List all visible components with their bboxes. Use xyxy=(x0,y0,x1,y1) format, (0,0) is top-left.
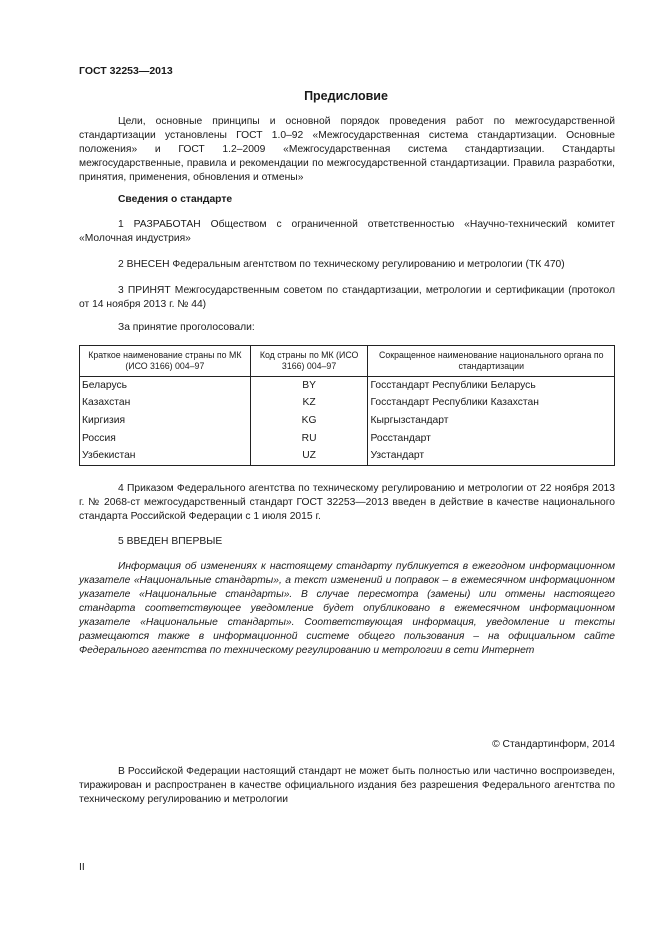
document-code: ГОСТ 32253—2013 xyxy=(79,65,173,77)
copyright: © Стандартинформ, 2014 xyxy=(492,739,615,750)
table-row xyxy=(80,395,615,413)
code-cell: UZ xyxy=(250,447,368,465)
country-cell: Казахстан xyxy=(80,395,251,413)
info-item-5: 5 ВВЕДЕН ВПЕРВЫЕ xyxy=(118,536,223,547)
info-item-3: 3 ПРИНЯТ Межгосударственным советом по стандартизации, метрологии и сертификации (протокол от 14 ноября 2013 г. № 44) xyxy=(79,285,615,310)
changes-notice: Информация об изменениях к настоящему стандарту публикуется в ежегодном информационном указателе «Национальные стандарты», а текст изменений и поправок – в ежемесячном информационном указателе «Национальные стандарты». В случае пересмотра (замены) или отмены настоящего стандарта соответствующее уведомление будет опубликовано в ежемесячном информационном указателе «Национальные стандарты». Соответствующая информация, уведомление и тексты размещаются также в информационной системе общего пользования – на официальном сайте Федерального агентства по техническому регулированию и метрологии в сети Интернет xyxy=(79,561,615,656)
info-item-2: 2 ВНЕСЕН Федеральным агентством по техническому регулированию и метрологии (ТК 470) xyxy=(118,259,565,270)
body-cell: Кыргызстандарт xyxy=(368,412,615,430)
table-row xyxy=(80,447,615,465)
info-item-1: 1 РАЗРАБОТАН Обществом с ограниченной ответственностью «Научно-технический комитет «Молочная индустрия» xyxy=(79,219,615,244)
header-country: Краткое наименование страны по МК (ИСО 3166) 004–97 xyxy=(80,346,251,377)
table-row xyxy=(80,377,615,395)
body-cell: Госстандарт Республики Казахстан xyxy=(368,395,615,413)
country-cell: Киргизия xyxy=(80,412,251,430)
header-code: Код страны по МК (ИСО 3166) 004–97 xyxy=(250,346,368,377)
country-cell: Беларусь xyxy=(80,377,251,395)
section-heading: Сведения о стандарте xyxy=(118,194,233,205)
code-cell: KG xyxy=(250,412,368,430)
body-cell: Узстандарт xyxy=(368,447,615,465)
header-body: Сокращенное наименование национального органа по стандартизации xyxy=(368,346,615,377)
intro-paragraph: Цели, основные принципы и основной порядок проведения работ по межгосударственной стандартизации установлены ГОСТ 1.0–92 «Межгосударственная система стандартизации. Основные положения» и ГОСТ 1.2–2009 «Межгосударственная система стандартизации. Стандарты межгосударственные, правила и рекомендации по межгосударственной стандартизации. Правила разработки, принятия, применения, обновления и отмены» xyxy=(79,116,615,183)
table-header-row xyxy=(80,346,615,377)
table-row xyxy=(80,430,615,448)
country-cell: Узбекистан xyxy=(80,447,251,465)
countries-table xyxy=(79,345,615,466)
code-cell: RU xyxy=(250,430,368,448)
page-title: Предисловие xyxy=(304,89,388,103)
page-number: II xyxy=(79,862,85,873)
body-cell: Госстандарт Республики Беларусь xyxy=(368,377,615,395)
code-cell: KZ xyxy=(250,395,368,413)
table-row xyxy=(80,412,615,430)
body-cell: Росстандарт xyxy=(368,430,615,448)
info-item-4: 4 Приказом Федерального агентства по техническому регулированию и метрологии от 22 ноября 2013 г. № 2068-ст межгосударственный стандарт ГОСТ 32253—2013 введен в действие в качестве национального стандарта Российской Федерации с 1 июля 2015 г. xyxy=(79,483,615,522)
country-cell: Россия xyxy=(80,430,251,448)
vote-label: За принятие проголосовали: xyxy=(118,322,255,333)
code-cell: BY xyxy=(250,377,368,395)
rights-notice: В Российской Федерации настоящий стандарт не может быть полностью или частично воспроизведен, тиражирован и распространен в качестве официального издания без разрешения Федерального агентства по техническому регулированию и метрологии xyxy=(79,766,615,805)
